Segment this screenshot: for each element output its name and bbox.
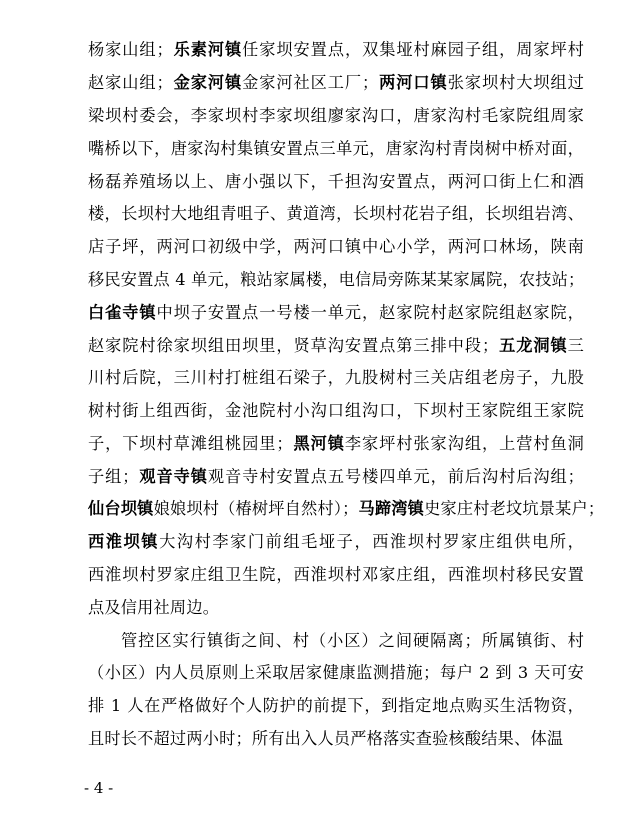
text-line <box>88 368 584 388</box>
location-text: 金家河社区工厂； <box>242 73 379 92</box>
location-text: 管控区实行镇街之间、村（小区）之间硬隔离；所属镇街、村 <box>121 631 584 650</box>
text-line <box>88 598 584 618</box>
location-text: 嘴桥以下，唐家沟村集镇安置点三单元，唐家沟村青岗树中桥对面， <box>88 139 584 158</box>
town-name: 两河口镇 <box>378 73 448 92</box>
location-text: （小区）内人员原则上采取居家健康监测措施；每户 2 到 3 天可安 <box>88 663 584 682</box>
location-text: 赵家山组； <box>88 73 173 92</box>
town-name: 黑河镇 <box>292 434 345 453</box>
town-name: 白雀寺镇 <box>88 303 157 322</box>
location-text: 杨磊养殖场以上、唐小强以下，千担沟安置点，两河口街上仁和酒 <box>88 172 584 191</box>
text-line <box>88 696 584 716</box>
location-text: 且时长不超过两小时；所有出入人员严格落实查验核酸结果、体温 <box>88 729 564 748</box>
text-line <box>88 40 584 60</box>
text-line <box>88 73 584 93</box>
location-text: 任家坝安置点，双集垭村麻园子组，周家坪村 <box>242 40 585 59</box>
text-line <box>88 401 584 421</box>
text-line <box>88 204 584 224</box>
location-text: 李家坪村张家沟组，上营村鱼洞 <box>344 434 584 453</box>
location-text: 中坝子安置点一号楼一单元，赵家院村赵家院组赵家院， <box>156 303 584 322</box>
location-text: 楼，长坝村大地组青咀子、黄道湾，长坝村花岩子组，长坝组岩湾、 <box>88 204 584 223</box>
location-text: 子组； <box>88 467 139 486</box>
town-name: 西淮坝镇 <box>88 532 160 551</box>
location-text: 大沟村李家门前组毛垭子，西淮坝村罗家庄组供电所， <box>159 532 584 551</box>
text-line <box>88 565 584 585</box>
text-line <box>88 336 584 356</box>
location-text: 三 <box>567 336 584 355</box>
location-text: 张家坝村大坝组过 <box>447 73 584 92</box>
text-line <box>88 139 584 159</box>
location-text: 杨家山组； <box>88 40 173 59</box>
location-text: 店子坪，两河口初级中学，两河口镇中心小学，两河口林场，陕南 <box>88 237 584 256</box>
text-line <box>88 434 584 454</box>
location-text: 观音寺村安置点五号楼四单元，前后沟村后沟组； <box>207 467 584 486</box>
location-text: 史家庄村老坟坑景某户； <box>424 499 605 518</box>
text-line <box>88 237 584 257</box>
town-name: 观音寺镇 <box>138 467 208 486</box>
location-text: 子，下坝村草滩组桃园里； <box>88 434 293 453</box>
location-text: 排 1 人在严格做好个人防护的前提下，到指定地点购买生活物资， <box>88 696 584 715</box>
text-line <box>88 270 584 290</box>
location-text: 移民安置点 4 单元，粮站家属楼，电信局旁陈某某家属院，农技站； <box>88 270 585 289</box>
text-line <box>88 172 584 192</box>
town-name: 五龙洞镇 <box>498 336 568 355</box>
town-name: 仙台坝镇 <box>88 499 154 518</box>
text-line <box>88 631 584 651</box>
location-text: 赵家院村徐家坝组田坝里，贤草沟安置点第三排中段； <box>88 336 499 355</box>
page-number: - 4 - <box>84 779 114 797</box>
location-text: 西淮坝村罗家庄组卫生院，西淮坝村邓家庄组，西淮坝村移民安置 <box>88 565 584 584</box>
town-name: 乐素河镇 <box>172 40 243 59</box>
location-text: 树村街上组西街，金池院村小沟口组沟口，下坝村王家院组王家院 <box>88 401 584 420</box>
location-text: 梁坝村委会，李家坝村李家坝组廖家沟口，唐家沟村毛家院组周家 <box>88 106 584 125</box>
text-line <box>88 532 584 552</box>
location-text: 川村后院，三川村打桩组石梁子，九股树村三关店组老房子，九股 <box>88 368 584 387</box>
text-line <box>88 106 584 126</box>
text-line <box>88 303 584 323</box>
text-line <box>88 467 584 487</box>
location-text: 娘娘坝村（椿树坪自然村）； <box>153 499 359 518</box>
text-line <box>88 729 584 749</box>
text-line <box>88 663 584 683</box>
town-name: 金家河镇 <box>172 73 243 92</box>
town-name: 马蹄湾镇 <box>358 499 425 518</box>
text-line <box>88 499 605 519</box>
location-text: 点及信用社周边。 <box>88 598 220 617</box>
